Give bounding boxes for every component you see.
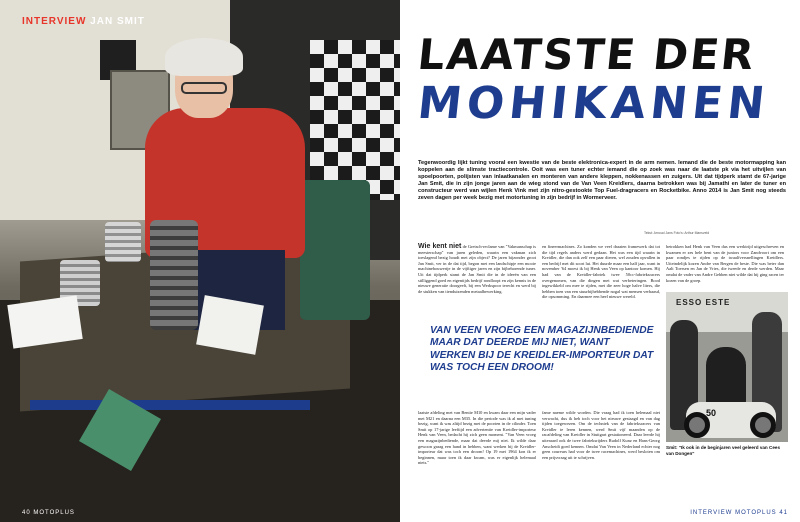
interviewee-name: JAN SMIT (90, 16, 145, 27)
article-credit: Tekst: Arnoud Jans Foto's: Arthur Mansveld (644, 231, 710, 235)
archive-race-photo (666, 292, 788, 442)
green-machine (300, 180, 370, 320)
section-label-text: INTERVIEW (22, 16, 87, 27)
papers-2 (196, 295, 264, 355)
glasses (181, 82, 227, 94)
body-column-1 (418, 244, 536, 294)
race-number: 50 (706, 408, 717, 418)
rider (706, 347, 746, 407)
body-text-1: de Gretsch-reclame van "Vakmanschap is meesterschap" van jaren geleden, waarin een vakman zich toeslagend bezig houdt met zijn object? De jaren bijzonder groot Jan Smit, ver in de dat tijd, begon met een landschipje een mooie machinebouwertje in de vijftiger jaren en zijn bijbehorende tuner. Uit dat tijdperk stamt de Jan Smit die in de ideeën van een stilliggend goed en eigentijds bedrijf rondloopt en zijn kennis in de nieuwe generatie doorgeeft, bij een Werkspoor terecht en werd bij de stukken van tienduizenden metaalbewerking. (418, 244, 536, 294)
article-intro: Tegenwoordig lijkt tuning vooral een kwestie van de beste elektronica-expert in de arm nemen. Iemand die de beste motormapping kan koppelen aan de slimste tractiecontrole. Ooit was een tuner echter iemand die op zoek was naar de laatste pk via het uitvijlen van spoelpoorten, polijsten van inlaatkanalen en monteren van andere kleppen, nokkenassen en zuigers. Uit dat tijdperk stamt de 67-jarige Jan Smit, die in zijn jonge jaren aan de wieg stond van de Van Veen Kreidlers, daarna betrokken was bij Jamathi en later de tuner en constructeur werd van wijlen Henk Vink met zijn nitro-gestookte Top Fuel-dragracers en Rocketbike. Anno 2014 is Jan Smit nog steeds zeven dagen per week bezig met motortuning in zijn bedrijf in Wormerveer. (418, 160, 786, 202)
article-page (400, 0, 800, 522)
headline-line-1: LAATSTE DER (415, 30, 758, 79)
section-label (22, 16, 145, 27)
white-hair (165, 38, 243, 76)
headline-line-2: MOHIKANEN (415, 78, 772, 129)
photo-caption: Smit: "Ik ook in de beginjaren veel geleerd van Cees van Dongen" (666, 445, 780, 456)
esso-sign: ESSO ESTE (676, 298, 731, 307)
blue-rail (30, 400, 310, 410)
page-number-left: 40 MOTOPLUS (22, 510, 75, 516)
body-column-5: fame naeme wilde worden. Die vraag had ik toen helemaal niet verwacht, dus ik heb toch voor het nieuwe gestaagd en van dag tijden toegewezen. Om de techniek van de fabrieksracers van Kreidler te leren kennen, werd Smit vijf maanden op de racafdeling van Kreidler in Stuttgart gestationeerd. Daar leerde hij uiteraard ook de twee fabrieksrijders Rudolf Kunz en Hans-Georg Anscheidt goed kennen. Omdat Van Veen in Nederland echter nog geen coureurs had voor de twee racemachines, werd besloten om een prijsvraag uit te schrijven. (542, 410, 660, 460)
crankshaft (150, 220, 198, 330)
checkered-wall (310, 40, 400, 200)
body-column-3: betrokken had Henk van Veen dus een werktrijd uitgeschreven en kwamen er zes hele bent van de juniors voor Zandvoort om een paar rondjes te rijden op de twaalfversnellingen Kreidlers. Uiteindelijk kozen Andre van Bergen de beste. Die was beter dan Aalt Toersen en Jan de Vries, die tweede en derde werden. Maar omdat de vader van Andre Gebben niet wilde dat hij ging racen ter kozen van de groep. (666, 244, 784, 283)
page-number-right: INTERVIEW MOTOPLUS 41 (690, 510, 788, 516)
body-column-2: en fineermachines. Zo konden we veel draaien framewerk dat tot die tijd regels anders werd gedaan. Het was een tijd waarin in Kreidler, die dan ook zelf een paar dieren, wel zouden opvallen in een bedrijf met dit soort lui. Het duurde maar een half jaar, want in november '64 moest ik bij Henk van Veen op kantoor komen. Hij had van de Kreidler-fabriek twee 50cc-fabrieksracers overgenomen, van die dingen met wat verbeteringen. Bood ingewikkeld om mee te rijden, met die zeer hoge halve liters, die hebben toen van een stuurbijhebbende nogal wat mensen verbaasd, die opsomming. En daarmee een heel nieuwe wereld. (542, 244, 660, 300)
engine-cylinder-2 (105, 222, 141, 262)
rear-wheel (750, 412, 776, 438)
lead-in: Wie kent niet (418, 243, 462, 250)
pull-quote: VAN VEEN VROEG EEN MAGAZIJNBEDIENDE MAAR DAT DEERDE MIJ NIET, WANT WERKEN BIJ DE KREIDLER-IMPORTEUR DAT WAS TOCH EEN DROOM! (430, 325, 654, 374)
body-column-4: laatste afdeling met van Bentie M10 en kwam daar een mijn vader met M21 en daarna een M35. In die periode was ik al met tuning bezig, want ik was altijd bezig met de poorten in de cilinder. Toen Smit op 17-jarige leeftijd een advertentie van Kreidler-importeur Henk van Veen, bedacht hij zich geen moment. "Van Veen vroeg een magazijnbediende, maar dat deerde mij niet. Ik wilde daar gewoon graag een hand in hebben, want werken bij de Kreidler-importeur dat was toch een droom! Op 19 mei 1964 kon ik er beginnen, maar toen ik daar kwam, was er eigenlijk helemaal niets." (418, 410, 536, 466)
